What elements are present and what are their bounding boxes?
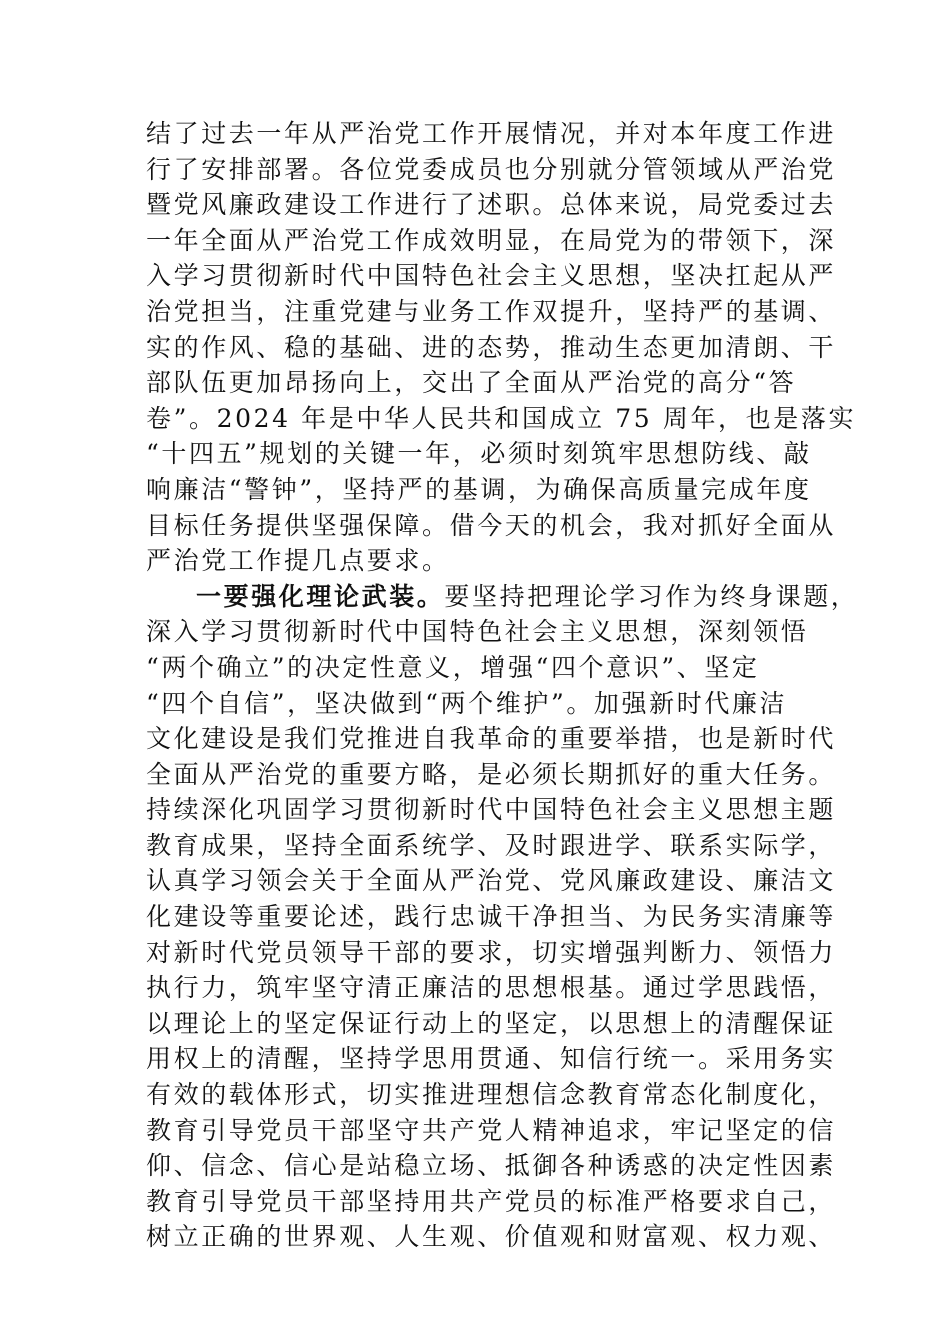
paragraph-line: 教育引导党员干部坚守共产党人精神追求，牢记坚定的信 — [146, 1115, 837, 1145]
paragraph-line: 认真学习领会关于全面从严治党、党风廉政建设、廉洁文 — [146, 866, 837, 896]
paragraph-line: “十四五”规划的关键一年，必须时刻筑牢思想防线、敲 — [146, 439, 812, 469]
paragraph-line: “四个自信”，坚决做到“两个维护”。加强新时代廉洁 — [146, 688, 788, 718]
paragraph-line: 以理论上的坚定保证行动上的坚定，以思想上的清醒保证 — [146, 1008, 837, 1038]
paragraph-line: 目标任务提供坚强保障。借今天的机会，我对抓好全面从 — [146, 510, 837, 540]
paragraph-line: 部队伍更加昂扬向上，交出了全面从严治党的高分“答 — [146, 368, 797, 398]
paragraph-line: 执行力，筑牢坚守清正廉洁的思想根基。通过学思践悟， — [146, 973, 837, 1003]
paragraph-line: 治党担当，注重党建与业务工作双提升，坚持严的基调、 — [146, 296, 837, 326]
paragraph-line: 用权上的清醒，坚持学思用贯通、知信行统一。采用务实 — [146, 1044, 837, 1074]
paragraph-line: “两个确立”的决定性意义，增强“四个意识”、坚定 — [146, 652, 760, 682]
paragraph-line: 入学习贯彻新时代中国特色社会主义思想，坚决扛起从严 — [146, 261, 837, 291]
paragraph-line: 教育引导党员干部坚持用共产党员的标准严格要求自己， — [146, 1186, 837, 1216]
paragraph-line: 文化建设是我们党推进自我革命的重要举措，也是新时代 — [146, 724, 837, 754]
paragraph-line: 树立正确的世界观、人生观、价值观和财富观、权力观、 — [146, 1222, 837, 1252]
paragraph-line: 教育成果，坚持全面系统学、及时跟进学、联系实际学， — [146, 830, 837, 860]
paragraph-line: 卷”。2024 年是中华人民共和国成立 75 周年，也是落实 — [146, 403, 857, 433]
section-first-line-text: 要坚持把理论学习作为终身课题， — [444, 581, 859, 611]
paragraph-line: 结了过去一年从严治党工作开展情况，并对本年度工作进 — [146, 119, 837, 148]
paragraph-line: 深入学习贯彻新时代中国特色社会主义思想，深刻领悟 — [146, 617, 809, 647]
paragraph-line: 有效的载体形式，切实推进理想信念教育常态化制度化， — [146, 1080, 837, 1110]
document-body — [146, 116, 859, 1255]
paragraph-line: 持续深化巩固学习贯彻新时代中国特色社会主义思想主题 — [146, 795, 837, 825]
paragraph-line: 暨党风廉政建设工作进行了述职。总体来说，局党委过去 — [146, 190, 837, 220]
paragraph-line: 对新时代党员领导干部的要求，切实增强判断力、领悟力 — [146, 937, 837, 967]
paragraph-first-line — [146, 579, 859, 615]
paragraph-line: 严治党工作提几点要求。 — [146, 546, 450, 576]
paragraph-line: 一年全面从严治党工作成效明显，在局党为的带领下，深 — [146, 225, 837, 255]
paragraph-line: 响廉洁“警钟”，坚持严的基调，为确保高质量完成年度 — [146, 474, 812, 504]
paragraph-line: 化建设等重要论述，践行忠诚干净担当、为民务实清廉等 — [146, 902, 837, 932]
paragraph-line: 全面从严治党的重要方略，是必须长期抓好的重大任务。 — [146, 759, 837, 789]
paragraph-line: 行了安排部署。各位党委成员也分别就分管领域从严治党 — [146, 154, 837, 184]
paragraph-line: 仰、信念、信心是站稳立场、抵御各种诱惑的决定性因素 — [146, 1151, 837, 1181]
section-heading: 一要强化理论武装。 — [196, 581, 445, 611]
paragraph-line: 实的作风、稳的基础、进的态势，推动生态更加清朗、干 — [146, 332, 837, 362]
